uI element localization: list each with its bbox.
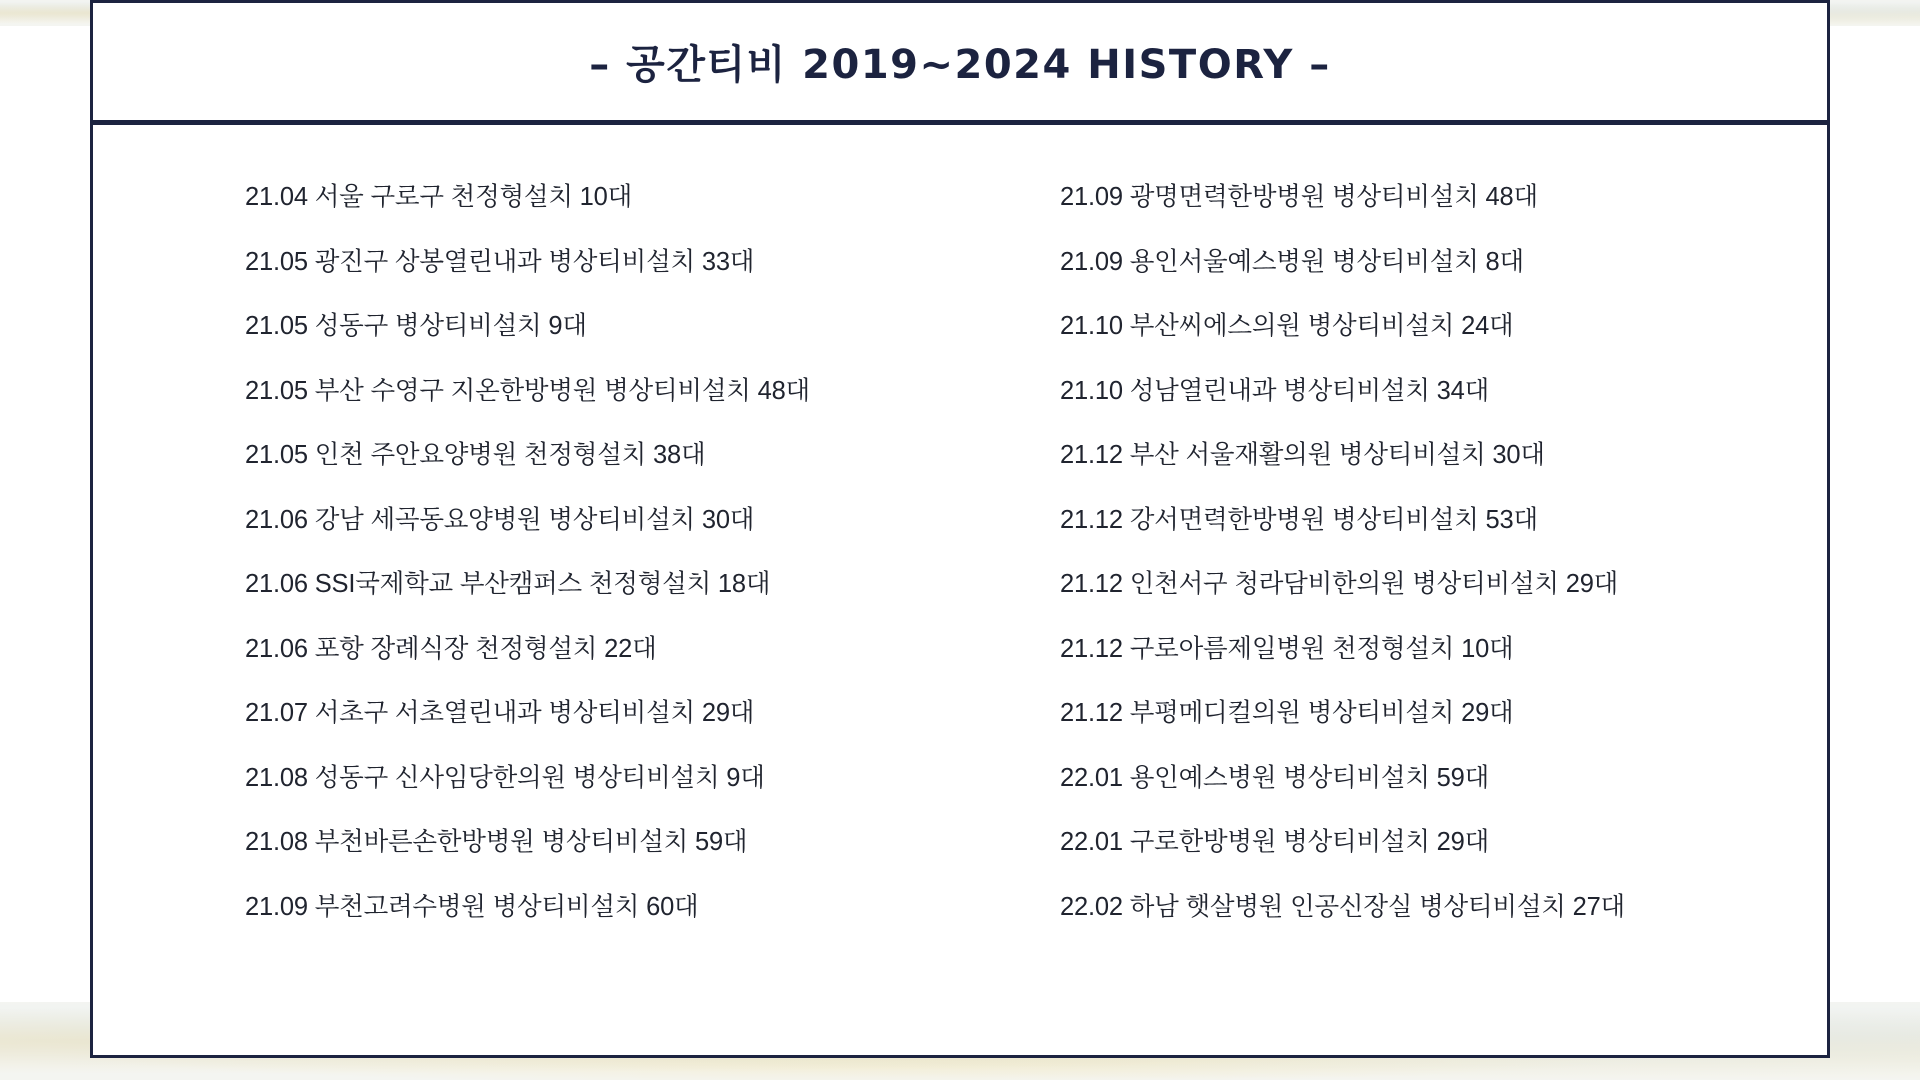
list-item: 21.09 광명면력한방병원 병상티비설치 48대 (1060, 183, 1538, 211)
card-header (93, 3, 1827, 125)
list-item: 22.02 하남 햇살병원 인공신장실 병상티비설치 27대 (1060, 892, 1625, 921)
list-item: 21.05 인천 주안요양병원 천정형설치 38대 (245, 441, 706, 469)
list-item: 21.08 부천바른손한방병원 병상티비설치 59대 (245, 828, 748, 856)
list-item: 22.01 용인예스병원 병상티비설치 59대 (1060, 763, 1490, 792)
list-item: 22.01 구로한방병원 병상티비설치 29대 (1060, 828, 1490, 856)
history-column-left (163, 185, 960, 920)
list-item: 21.05 광진구 상봉열린내과 병상티비설치 33대 (245, 247, 755, 276)
list-item: 21.09 부천고려수병원 병상티비설치 60대 (245, 892, 699, 921)
card-body (93, 125, 1827, 960)
list-item: 21.10 부산씨에스의원 병상티비설치 24대 (1060, 312, 1514, 340)
list-item: 21.04 서울 구로구 천정형설치 10대 (245, 183, 633, 211)
list-item: 21.12 인천서구 청라담비한의원 병상티비설치 29대 (1060, 570, 1619, 598)
list-item: 21.06 SSI국제학교 부산캠퍼스 천정형설치 18대 (245, 570, 771, 598)
list-item: 21.05 부산 수영구 지온한방병원 병상티비설치 48대 (245, 376, 810, 405)
history-column-right (978, 185, 1775, 920)
history-columns (163, 185, 1757, 920)
list-item: 21.12 구로아름제일병원 천정형설치 10대 (1060, 634, 1514, 663)
list-item: 21.09 용인서울예스병원 병상티비설치 8대 (1060, 247, 1524, 276)
list-item: 21.12 부산 서울재활의원 병상티비설치 30대 (1060, 441, 1545, 469)
list-item: 21.08 성동구 신사임당한의원 병상티비설치 9대 (245, 763, 765, 792)
list-item: 21.05 성동구 병상티비설치 9대 (245, 312, 587, 340)
list-item: 21.12 강서면력한방병원 병상티비설치 53대 (1060, 505, 1538, 534)
history-card (90, 0, 1830, 1058)
list-item: 21.06 강남 세곡동요양병원 병상티비설치 30대 (245, 505, 755, 534)
page-title: – 공간티비 2019~2024 HISTORY – (589, 42, 1331, 88)
list-item: 21.06 포항 장례식장 천정형설치 22대 (245, 634, 657, 663)
list-item: 21.12 부평메디컬의원 병상티비설치 29대 (1060, 699, 1514, 727)
list-item: 21.07 서초구 서초열린내과 병상티비설치 29대 (245, 699, 755, 727)
list-item: 21.10 성남열린내과 병상티비설치 34대 (1060, 376, 1490, 405)
